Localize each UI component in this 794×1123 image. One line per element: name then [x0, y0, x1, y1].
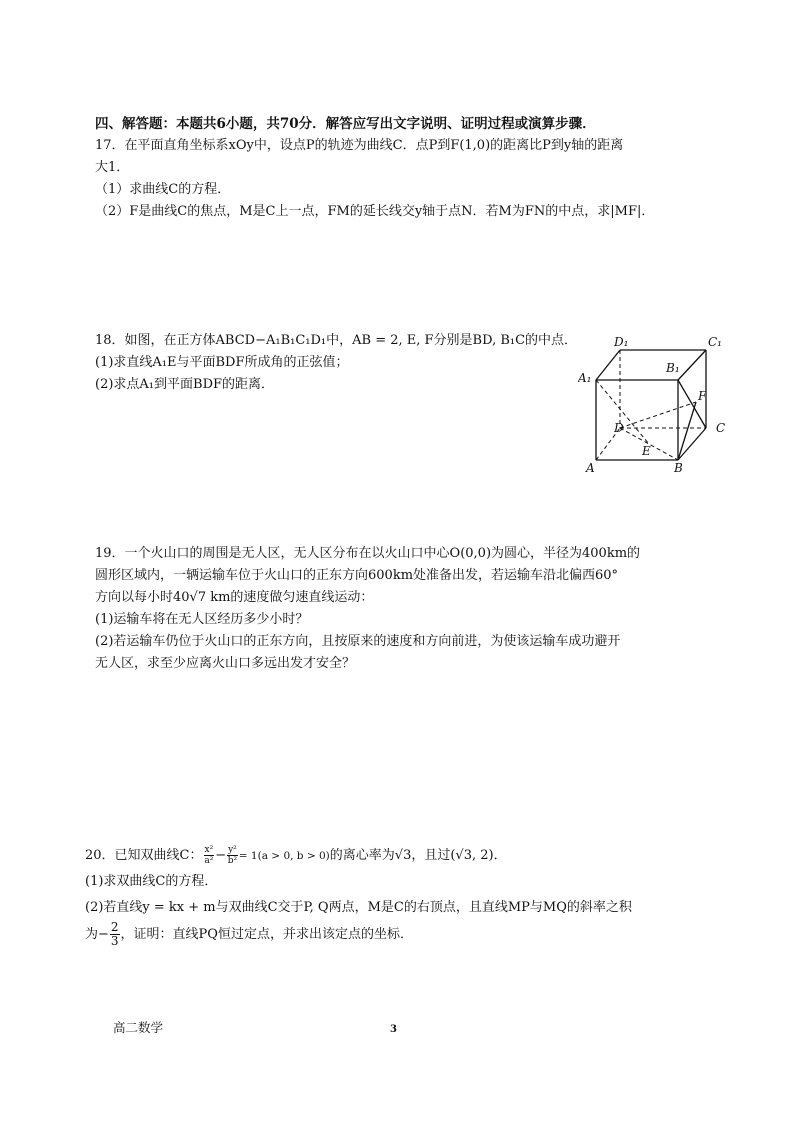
label-D1: D₁ — [614, 335, 629, 349]
footer-subject: 高二数学 — [113, 1020, 164, 1035]
q17-line1: 17．在平面直角坐标系xOy中，设点P的轨迹为曲线C．点P到F(1,0)的距离比P到y轴的距离 — [95, 138, 624, 153]
label-A1: A₁ — [578, 371, 592, 385]
q20-part2b — [85, 921, 632, 948]
cube-figure — [578, 332, 738, 477]
q20-part2b-prefix: 为− — [85, 927, 109, 942]
question-17 — [95, 135, 654, 223]
q20-part2b-suffix: ，证明：直线PQ恒过定点，并求出该定点的坐标． — [120, 927, 413, 942]
q20-suffix: 的离心率为√3，且过(√3, 2)． — [329, 848, 507, 863]
page-number: 3 — [390, 1024, 397, 1035]
q20-condition: = 1(a > 0, b > 0) — [238, 850, 330, 862]
label-B: B — [674, 461, 683, 475]
q19-part2a: (2)若运输车仍位于火山口的正东方向，且按原来的速度和方向前进，为使该运输车成功避开 — [95, 634, 621, 649]
q18-part2: (2)求点A₁到平面BDF的距离． — [95, 377, 275, 392]
label-D: D — [614, 421, 624, 435]
question-18 — [95, 330, 577, 396]
q18-part1: (1)求直线A₁E与平面BDF所成角的正弦值； — [95, 355, 349, 370]
q20-frac-x: $\frac{\text{x²}}{\text{a²}}$ — [204, 845, 214, 866]
q20-frac-y: $\frac{\text{y²}}{\text{b²}}$ — [227, 845, 238, 866]
q20-frac-slope: $\frac{2}{3}$ — [110, 920, 119, 948]
label-A: A — [586, 461, 595, 475]
q18-line1: 18．如图，在正方体ABCD−A₁B₁C₁D₁中，AB = 2, E, F分别是BD, B₁C的中点． — [95, 333, 578, 348]
q19-line3: 方向以每小时40√7 km的速度做匀速直线运动： — [95, 590, 374, 605]
label-C1: C₁ — [708, 335, 722, 349]
q19-part1: (1)运输车将在无人区经历多少小时？ — [95, 612, 309, 627]
section-header: 四、解答题：本题共6小题，共70分．解答应写出文字说明、证明过程或演算步骤． — [95, 116, 596, 132]
q19-line2: 圆形区域内，一辆运输车位于火山口的正东方向600km处准备出发，若运输车沿北偏西60° — [95, 568, 619, 583]
label-E: E — [642, 444, 651, 458]
question-20 — [85, 843, 632, 948]
q17-line2: 大1． — [95, 160, 130, 175]
q17-part2: （2）F是曲线C的焦点，M是C上一点，FM的延长线交y轴于点N．若M为FN的中点，求|MF|． — [95, 204, 655, 219]
label-B1: B₁ — [666, 361, 680, 375]
q20-line1 — [85, 843, 632, 869]
label-F: F — [698, 389, 707, 403]
q20-part1: (1)求双曲线C的方程． — [85, 874, 218, 889]
q20-prefix: 20．已知双曲线C： — [85, 848, 203, 863]
question-19 — [95, 543, 640, 675]
label-C: C — [716, 421, 726, 435]
q17-part1: （1）求曲线C的方程． — [95, 182, 231, 197]
q19-line1: 19．一个火山口的周围是无人区，无人区分布在以火山口中心O(0,0)为圆心，半径为400km的 — [95, 546, 641, 561]
q20-minus: − — [215, 848, 227, 863]
q19-part2b: 无人区，求至少应离火山口多远出发才安全？ — [95, 656, 356, 671]
q20-part2a: (2)若直线y = kx + m与双曲线C交于P, Q两点，M是C的右顶点，且直线MP与MQ的斜率之积 — [85, 900, 632, 915]
